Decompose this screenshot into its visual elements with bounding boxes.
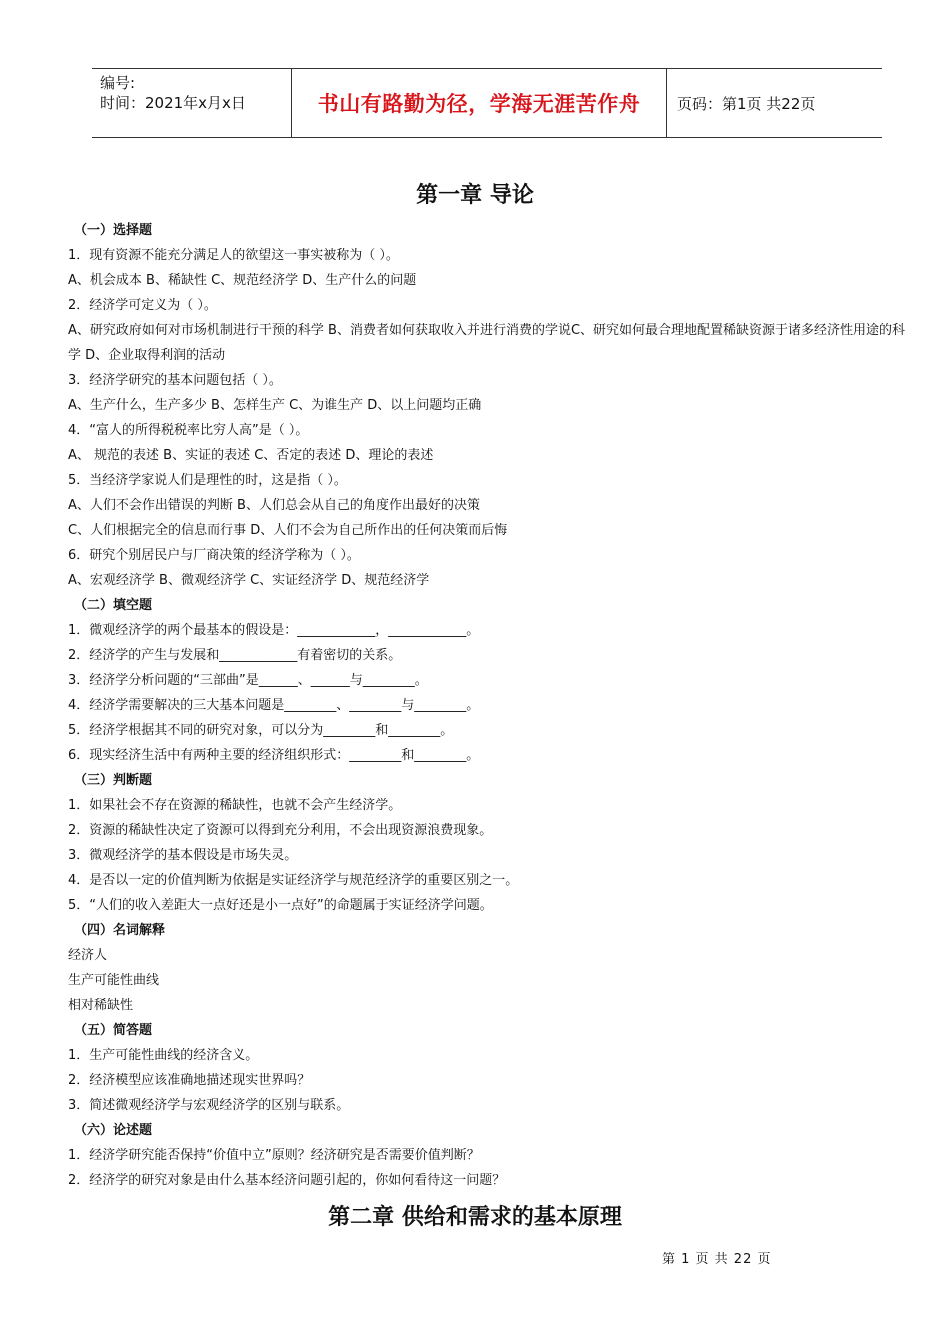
section-heading: （一）选择题 [74, 223, 153, 238]
question-line: 2．经济学的研究对象是由什么基本经济问题引起的，你如何看待这一问题？ [68, 1173, 506, 1188]
header-info-cell [92, 69, 292, 137]
section-heading: （四）名词解释 [74, 923, 166, 938]
question-line: A、人们不会作出错误的判断 B、人们总会从自己的角度作出最好的决策 [68, 498, 480, 513]
question-line: 1．如果社会不存在资源的稀缺性，也就不会产生经济学。 [68, 798, 402, 813]
question-line: 5．经济学根据其不同的研究对象，可以分为________和________。 [68, 723, 454, 738]
question-line: 3．经济学研究的基本问题包括（ ）。 [68, 373, 282, 388]
question-line: 生产可能性曲线 [68, 973, 160, 988]
question-line: 4．是否以一定的价值判断为依据是实证经济学与规范经济学的重要区别之一。 [68, 873, 519, 888]
section-heading: （三）判断题 [74, 773, 153, 788]
question-line: 4．经济学需要解决的三大基本问题是________、________与________。 [68, 698, 480, 713]
section-heading: （二）填空题 [74, 598, 153, 613]
section-heading: （五）简答题 [74, 1023, 153, 1038]
question-line: 3．简述微观经济学与宏观经济学的区别与联系。 [68, 1098, 350, 1113]
question-line: 1．经济学研究能否保持“价值中立”原则？经济研究是否需要价值判断？ [68, 1148, 480, 1163]
question-line: A、生产什么，生产多少 B、怎样生产 C、为谁生产 D、以上问题均正确 [68, 398, 482, 413]
question-line: 3．经济学分析问题的“三部曲”是______、______与________。 [68, 673, 428, 688]
question-line: A、 规范的表述 B、实证的表述 C、否定的表述 D、理论的表述 [68, 448, 434, 463]
chapter1-title: 第一章 导论 [416, 183, 534, 208]
question-line: 5．当经济学家说人们是理性的时，这是指（ ）。 [68, 473, 347, 488]
question-line: 3．微观经济学的基本假设是市场失灵。 [68, 848, 298, 863]
question-line: 相对稀缺性 [68, 998, 134, 1013]
question-line: C、人们根据完全的信息而行事 D、人们不会为自己所作出的任何决策而后悔 [68, 523, 508, 538]
question-line: 4．“富人的所得税税率比穷人高”是（ ）。 [68, 423, 309, 438]
question-line: 2．经济学的产生与发展和____________有着密切的关系。 [68, 648, 402, 663]
question-line: 6．研究个别居民户与厂商决策的经济学称为（ ）。 [68, 548, 360, 563]
question-line: A、研究政府如何对市场机制进行干预的科学 B、消费者如何获取收入并进行消费的学说C、研究如何最合理地配置稀缺资源于诸多经济性用途的科学 D、企业取得利润的活动 [68, 323, 906, 363]
question-line: 2．经济模型应该准确地描述现实世界吗？ [68, 1073, 311, 1088]
question-line: 1．微观经济学的两个最基本的假设是：____________，____________。 [68, 623, 480, 638]
question-line: 2．经济学可定义为（ ）。 [68, 298, 217, 313]
question-line: 6．现实经济生活中有两种主要的经济组织形式：________和________。 [68, 748, 480, 763]
section-heading: （六）论述题 [74, 1123, 153, 1138]
header-page-label: 页码：第1页 共22页 [677, 94, 816, 113]
question-line: A、机会成本 B、稀缺性 C、规范经济学 D、生产什么的问题 [68, 273, 417, 288]
document-body [68, 218, 908, 1193]
question-line: 1．生产可能性曲线的经济含义。 [68, 1048, 259, 1063]
chapter2-title: 第二章 供给和需求的基本原理 [328, 1205, 622, 1230]
number-label: 编号: [100, 74, 136, 92]
question-line: 1．现有资源不能充分满足人的欲望这一事实被称为（ ）。 [68, 248, 399, 263]
question-line: A、宏观经济学 B、微观经济学 C、实证经济学 D、规范经济学 [68, 573, 430, 588]
page-footer: 第 1 页 共 22 页 [662, 1252, 772, 1267]
header-table [92, 68, 882, 138]
time-label: 时间：2021年x月x日 [100, 94, 246, 112]
question-line: 5．“人们的收入差距大一点好还是小一点好”的命题属于实证经济学问题。 [68, 898, 493, 913]
question-line: 2．资源的稀缺性决定了资源可以得到充分利用，不会出现资源浪费现象。 [68, 823, 493, 838]
question-line: 经济人 [68, 948, 108, 963]
header-motto: 书山有路勤为径，学海无涯苦作舟 [292, 69, 667, 137]
